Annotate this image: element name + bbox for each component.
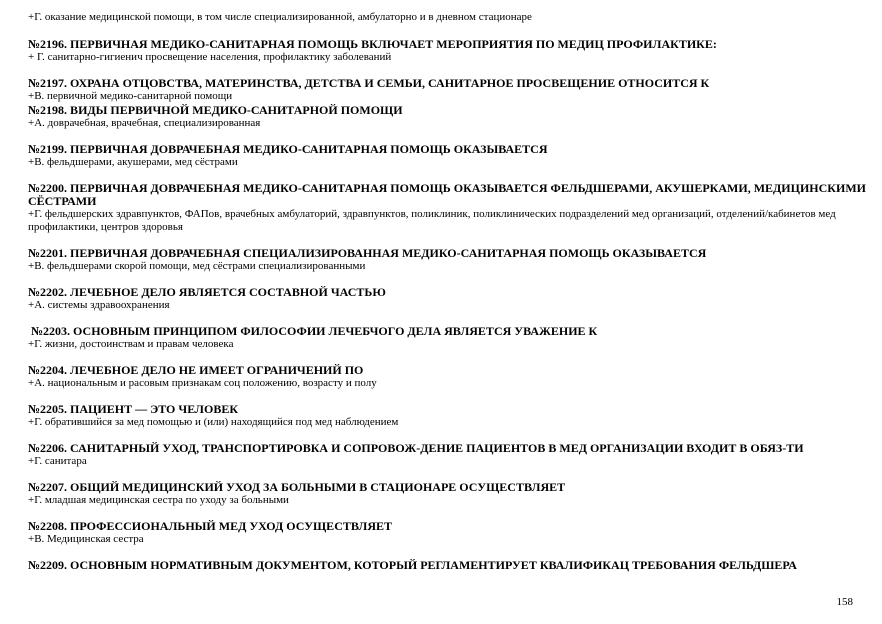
question-2200 xyxy=(28,182,868,234)
question-answer: +Г. фельдшерских здравпунктов, ФАПов, врачебных амбулаторий, здравпунктов, поликлиник, поликлинических подразделений мед организаций, отделений/кабинетов мед профилактики, центров здоровья xyxy=(28,208,836,233)
question-answer: +Г. обратившийся за мед помощью и (или) находящийся под мед наблюдением xyxy=(28,416,399,428)
question-answer: +В. первичной медико-санитарной помощи xyxy=(28,90,233,102)
question-2201 xyxy=(28,247,868,273)
question-2208 xyxy=(28,520,868,546)
question-title: №2199. ПЕРВИЧНАЯ ДОВРАЧЕБНАЯ МЕДИКО-САНИТАРНАЯ ПОМОЩЬ ОКАЗЫВАЕТСЯ xyxy=(28,142,548,156)
question-2199 xyxy=(28,143,868,169)
question-answer: +А. национальным и расовым признакам соц положению, возрасту и полу xyxy=(28,377,377,389)
question-2205 xyxy=(28,403,868,429)
question-answer: +В. фельдшерами, акушерами, мед сёстрами xyxy=(28,156,238,168)
question-title: №2203. ОСНОВНЫМ ПРИНЦИПОМ ФИЛОСОФИИ ЛЕЧЕБЧОГО ДЕЛА ЯВЛЯЕТСЯ УВАЖЕНИЕ К xyxy=(28,324,598,338)
question-answer: + Г. санитарно-гигиенич просвещение населения, профилактику заболеваний xyxy=(28,51,392,63)
document-page xyxy=(28,11,868,585)
question-title: №2196. ПЕРВИЧНАЯ МЕДИКО-САНИТАРНАЯ ПОМОЩЬ ВКЛЮЧАЕТ МЕРОПРИЯТИЯ ПО МЕДИЦ ПРОФИЛАКТИКЕ: xyxy=(28,37,717,51)
question-2209 xyxy=(28,559,868,572)
question-2207 xyxy=(28,481,868,507)
question-title: №2205. ПАЦИЕНТ — ЭТО ЧЕЛОВЕК xyxy=(28,402,239,416)
question-2206 xyxy=(28,442,868,468)
question-2204 xyxy=(28,364,868,390)
question-title: №2206. САНИТАРНЫЙ УХОД, ТРАНСПОРТИРОВКА И СОПРОВОЖ-ДЕНИЕ ПАЦИЕНТОВ В МЕД ОРГАНИЗАЦИИ ВХОДИТ В ОБЯЗ-ТИ xyxy=(28,441,804,455)
question-title: №2202. ЛЕЧЕБНОЕ ДЕЛО ЯВЛЯЕТСЯ СОСТАВНОЙ ЧАСТЬЮ xyxy=(28,285,386,299)
question-answer: +В. Медицинская сестра xyxy=(28,533,144,545)
question-2202 xyxy=(28,286,868,312)
question-title: №2201. ПЕРВИЧНАЯ ДОВРАЧЕБНАЯ СПЕЦИАЛИЗИРОВАННАЯ МЕДИКО-САНИТАРНАЯ ПОМОЩЬ ОКАЗЫВАЕТСЯ xyxy=(28,246,707,260)
question-2196 xyxy=(28,38,868,64)
question-2203 xyxy=(28,325,868,351)
question-title: №2207. ОБЩИЙ МЕДИЦИНСКИЙ УХОД ЗА БОЛЬНЫМИ В СТАЦИОНАРЕ ОСУЩЕСТВЛЯЕТ xyxy=(28,480,566,494)
question-2198 xyxy=(28,104,868,130)
question-answer: +Г. санитара xyxy=(28,455,87,467)
question-title: №2209. ОСНОВНЫМ НОРМАТИВНЫМ ДОКУМЕНТОМ, КОТОРЫЙ РЕГЛАМЕНТИРУЕТ КВАЛИФИКАЦ ТРЕБОВАНИЯ ФЕЛЬДШЕРА xyxy=(28,558,797,572)
question-answer: +А. доврачебная, врачебная, специализированная xyxy=(28,117,261,129)
question-title: №2208. ПРОФЕССИОНАЛЬНЫЙ МЕД УХОД ОСУЩЕСТВЛЯЕТ xyxy=(28,519,393,533)
question-title: №2200. ПЕРВИЧНАЯ ДОВРАЧЕБНАЯ МЕДИКО-САНИТАРНАЯ ПОМОЩЬ ОКАЗЫВАЕТСЯ ФЕЛЬДШЕРАМИ, АКУШЕРКАМИ, МЕДИЦИНСКИМИ СЁСТРАМИ xyxy=(28,181,866,208)
intro-answer: +Г. оказание медицинской помощи, в том числе специализированной, амбулаторно и в дневном стационаре xyxy=(28,11,532,23)
question-title: №2198. ВИДЫ ПЕРВИЧНОЙ МЕДИКО-САНИТАРНОЙ ПОМОЩИ xyxy=(28,103,403,117)
question-answer: +Г. жизни, достоинствам и правам человека xyxy=(28,338,234,350)
question-answer: +Г. младшая медицинская сестра по уходу за больными xyxy=(28,494,289,506)
question-title: №2204. ЛЕЧЕБНОЕ ДЕЛО НЕ ИМЕЕТ ОГРАНИЧЕНИЙ ПО xyxy=(28,363,364,377)
question-answer: +В. фельдшерами скорой помощи, мед сёстрами специализированными xyxy=(28,260,366,272)
question-title: №2197. ОХРАНА ОТЦОВСТВА, МАТЕРИНСТВА, ДЕТСТВА И СЕМЬИ, САНИТАРНОЕ ПРОСВЕЩЕНИЕ ОТНОСИТСЯ К xyxy=(28,76,710,90)
page-number: 158 xyxy=(836,596,853,608)
question-answer: +А. системы здравоохранения xyxy=(28,299,170,311)
question-2197 xyxy=(28,77,868,103)
